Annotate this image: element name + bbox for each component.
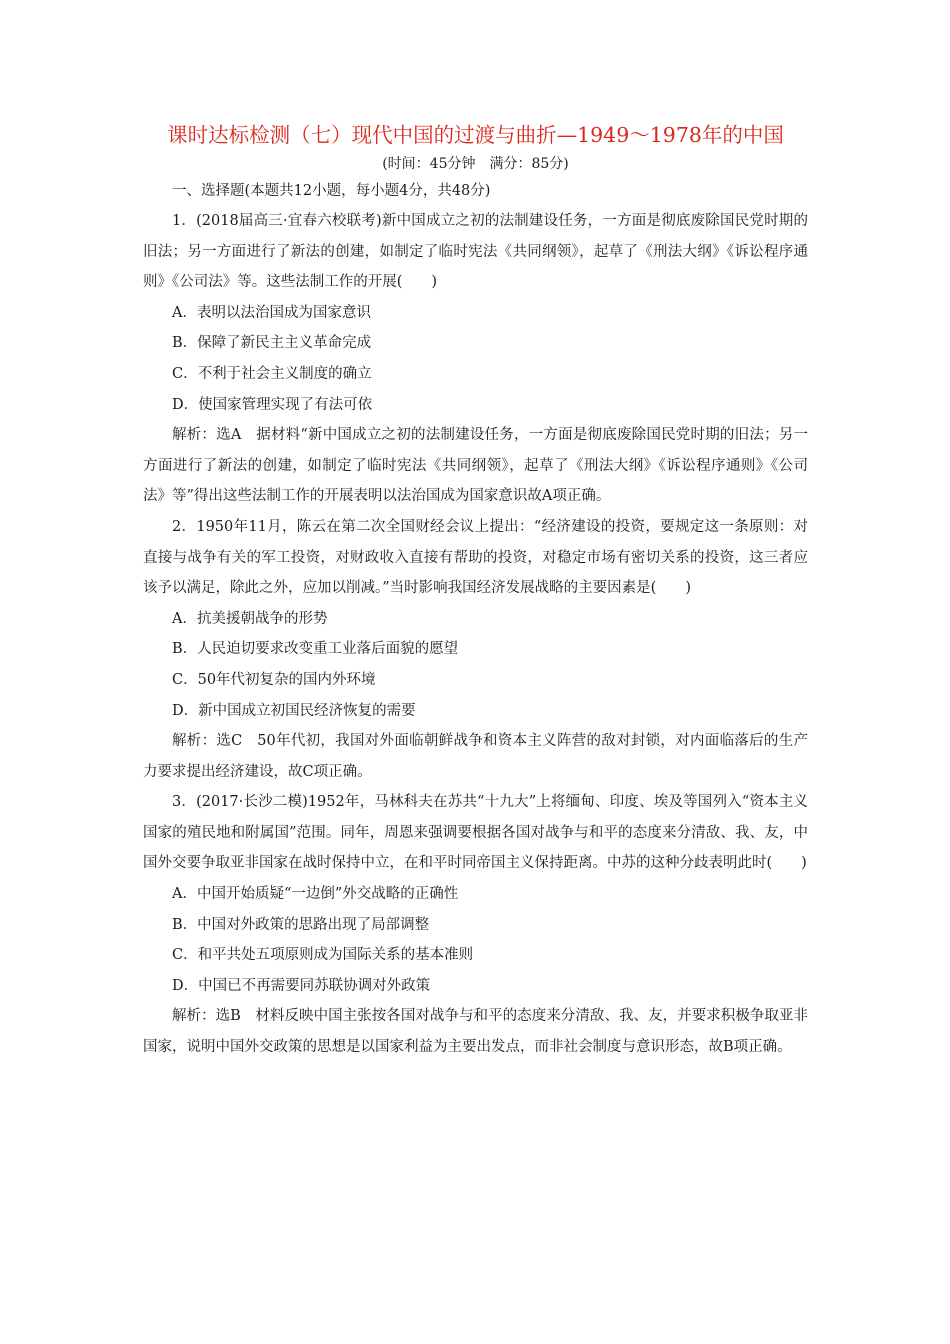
question-3	[143, 787, 808, 1062]
option-d: D．新中国成立初国民经济恢复的需要	[172, 702, 416, 719]
question-analysis: 解析：选B 材料反映中国主张按各国对战争与和平的态度来分清敌、我、友，并要求积极争取亚非国家，说明中国外交政策的思想是以国家利益为主要出发点，而非社会制度与意识形态，故B项正确。	[143, 1008, 808, 1056]
document-page	[143, 118, 808, 1063]
question-stem: 1．(2018届高三·宜春六校联考)新中国成立之初的法制建设任务，一方面是彻底废除国民党时期的旧法；另一方面进行了新法的创建，如制定了临时宪法《共同纲领》，起草了《刑法大纲》《诉讼程序通则》《公司法》等。这些法制工作的开展( )	[143, 213, 808, 291]
option-b: B．保障了新民主主义革命完成	[172, 335, 372, 352]
question-1	[143, 206, 808, 512]
question-stem: 2．1950年11月，陈云在第二次全国财经会议上提出：“经济建设的投资，要规定这一条原则：对直接与战争有关的军工投资，对财政收入直接有帮助的投资，对稳定市场有密切关系的投资，这三者应该予以满足，除此之外，应加以削减。”当时影响我国经济发展战略的主要因素是( )	[143, 518, 808, 597]
option-d: D．使国家管理实现了有法可依	[172, 396, 373, 413]
option-c: C．50年代初复杂的国内外环境	[172, 671, 376, 688]
question-analysis: 解析：选A 据材料“新中国成立之初的法制建设任务，一方面是彻底废除国民党时期的旧法；另一方面进行了新法的创建，如制定了临时宪法《共同纲领》，起草了《刑法大纲》《诉讼程序通则》《公司法》等”得出这些法制工作的开展表明以法治国成为国家意识故A项正确。	[143, 427, 808, 505]
question-2	[143, 512, 808, 787]
option-c: C．和平共处五项原则成为国际关系的基本准则	[172, 947, 474, 964]
option-a: A．中国开始质疑“一边倒”外交战略的正确性	[172, 886, 459, 903]
question-stem: 3．(2017·长沙二模)1952年，马林科夫在苏共“十九大”上将缅甸、印度、埃及等国列入“资本主义国家的殖民地和附属国”范围。同年，周恩来强调要根据各国对战争与和平的态度来分清敌、我、友，中国外交要争取亚非国家在战时保持中立，在和平时同帝国主义保持距离。中苏的这种分歧表明此时( )	[143, 794, 808, 872]
section-heading: 一、选择题(本题共12小题，每小题4分，共48分)	[172, 183, 491, 199]
question-analysis: 解析：选C 50年代初，我国对外面临朝鲜战争和资本主义阵营的敌对封锁，对内面临落后的生产力要求提出经济建设，故C项正确。	[143, 733, 808, 780]
option-c: C．不利于社会主义制度的确立	[172, 365, 372, 382]
option-a: A．抗美援朝战争的形势	[172, 610, 328, 627]
option-d: D．中国已不再需要同苏联协调对外政策	[172, 977, 431, 994]
option-a: A．表明以法治国成为国家意识	[172, 304, 371, 321]
exam-meta: (时间：45分钟 满分：85分)	[382, 156, 569, 172]
document-title: 课时达标检测（七）现代中国的过渡与曲折—1949～1978年的中国	[167, 123, 784, 147]
option-b: B．中国对外政策的思路出现了局部调整	[172, 916, 430, 933]
option-b: B．人民迫切要求改变重工业落后面貌的愿望	[172, 641, 459, 658]
